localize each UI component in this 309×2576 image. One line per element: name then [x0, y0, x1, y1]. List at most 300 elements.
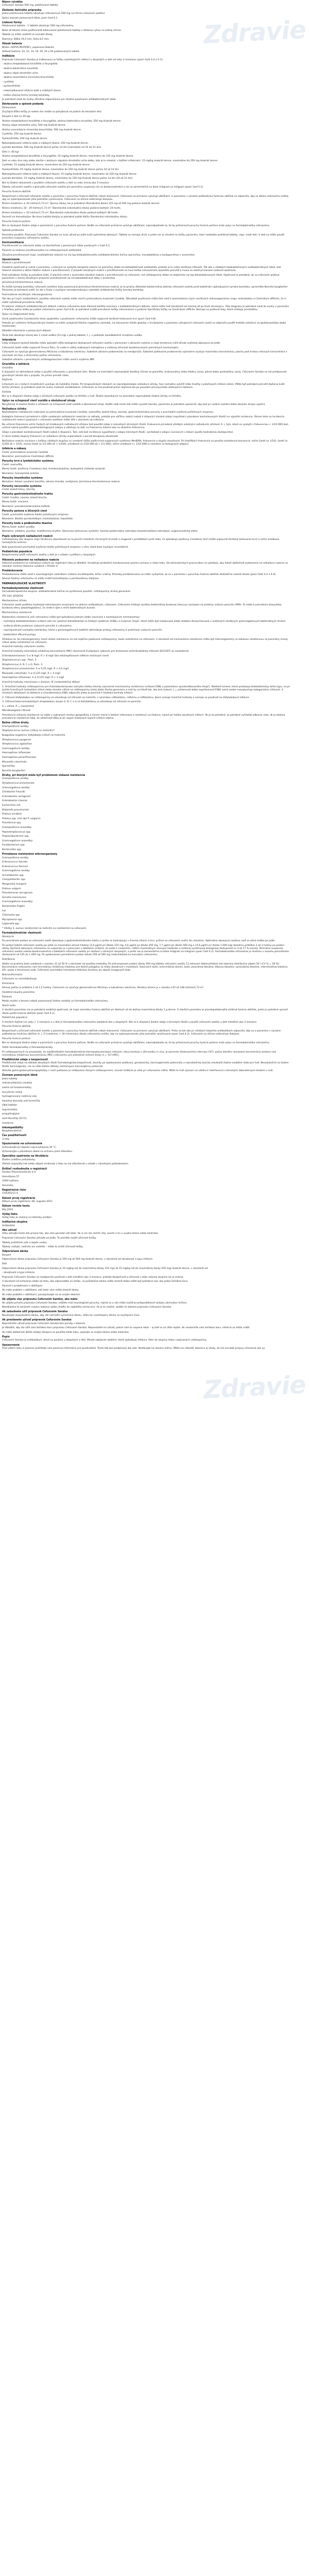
section-paragraph: Pred užitím lieku si pozorne prečítajte celú písomnú informáciu pre používateľa. Tento liek bol predpísaný iba vám. Nedávajte ho nikomu inému. Môže mu uškodiť, dokonca aj vtedy, ak má rovnaké prejavy ochorenia ako vy. — [2, 1347, 265, 1350]
section-paragraph: Mechanizmus rezistencie — [2, 611, 32, 614]
section-paragraph: Odporúčaná dávka prípravku Cefuroxim Sandoz je 10 mg/kg (až do maximálnej dávky 125 mg) až 15 mg/kg (až do maximálnej dávky 250 mg) dvakrát denne, v závislosti od: — [2, 1267, 209, 1270]
section-paragraph: Vznik pozitívneho Coombsovho testu spojeného s používaním cefuroxímu môže ovplyvniť skrížené testovanie krvi (pozri časť 4.8). — [2, 317, 157, 320]
section-paragraph: hydrogenovaný rastlinný olej — [2, 1095, 37, 1098]
section-paragraph: Pacienti na hemodialýze: Na konci každej dialýzy je potrebné podať ďalšiu štandardnú individuálnu dávku. — [2, 216, 128, 219]
section-paragraph: Dávkovanie — [2, 106, 16, 109]
section-paragraph: Po perorálnom podaní sa cefuroxím axetil absorbuje z gastrointestinálneho traktu a rýchlo sa hydrolyzuje v črevnej sliznici a krvi, pričom sa cefuroxím uvoľní do cirkulácie. Optimálna absorpcia nastáva, keď sa užíva krátko po jedle. — [2, 940, 276, 943]
section-paragraph: Biele až takmer biele podlhovasté bikonvexné potahované tablety s deliacou ryhou na jednej strane. — [2, 29, 122, 32]
section-heading: Poruchy krvi a lymfatického systému — [2, 460, 54, 463]
section-paragraph: Chlamydia spp. — [2, 914, 21, 917]
section-paragraph: Providencia spp. — [2, 822, 22, 825]
section-paragraph: Lymská borelióza: 500 mg dvakrát denne počas 14 dní (rozmedzie od 10 do 21 dní). — [2, 146, 102, 149]
section-paragraph: Medzi mužmi a ženami neboli pozorované žiadne rozdiely vo farmakokinetike cefuroxímu. — [2, 1000, 109, 1003]
document-section — [2, 570, 290, 581]
section-paragraph: Moraxella catarrhalis — [2, 760, 27, 764]
section-paragraph: Pyelonefritída: 15 mg/kg dvakrát denne, maximálne do 250 mg dvakrát denne počas 10 až 14 dní. — [2, 168, 119, 172]
section-paragraph: Tak ako pri iných antibiotikách, použitie cefuroxím axetilu môže viesť k premnoženiu kvasiniek Candida. Dlhodobé používanie môže tiež viesť k premnoženiu iných necitlivých mikroorganizmov (napr. enterokokov a Clostridium difficile), čo si môže vyžadovať prerušenie liečby. — [2, 298, 287, 304]
section-paragraph: Prípravok Cefuroxim Sandoz užívajte po jedle. To pomôže zvýšiť účinnosť liečby. — [2, 1236, 97, 1240]
section-paragraph: Dôležité informácie o pomocných látkach — [2, 329, 52, 332]
section-paragraph: U starších dojčiat (vo veku > 3 mesiace) a u detí je farmakokinetika cefuroxímu podobná ako u dospelých. Nie sú k dispozícii žiadne údaje z klinických štúdií o použití cefuroxím axetilu u detí mladších ako 3 mesiace. — [2, 1021, 258, 1024]
section-heading: Poruchy kože a podkožného tkaniva — [2, 522, 53, 526]
section-paragraph: Tablety prehltnite celé a zapite vodou. — [2, 1241, 47, 1244]
section-paragraph: Neznáme: premnoženie Clostridium difficile — [2, 455, 54, 459]
section-paragraph: Ak máte problém s obličkami, váš lekár vám môže zmeniť dávku. — [2, 1289, 80, 1292]
section-paragraph: Gramnegatívne anaeróby: — [2, 901, 33, 904]
section-heading: Špeciálne opatrenia na likvidáciu — [2, 1155, 48, 1158]
section-paragraph: Úplný zoznam pomocných látok, pozri časť 6.1. — [2, 16, 58, 20]
section-paragraph: oxid titaničitý (E171) — [2, 1117, 27, 1121]
section-paragraph: Pri cefalosporínoch sa preukázalo, že najdôležitejším farmakokineticko-farmakodynamickým indexom, ktorý koreluje s účinnosťou in vivo, je percento dávkovacieho intervalu (%T), počas ktorého neviazaná koncentrácia zostáva nad minimálnou inhibičnou koncentráciou (MIC) cefuroxímu pre jednotlivé cieľové druhy (t. j. %T>MIC). — [2, 1050, 277, 1057]
section-paragraph: Osobitná opatrnosť je nutná u pacientov, u ktorých sa vyskytla alergická reakcia na penicilíny alebo iné betalaktámové antibiotiká, pretože je tu riziko skríženej citlivosti. Tak ako u všetkých betalaktámových antibakteriálnych látok, boli hlásené závažné a občas fatálne reakcie z precitlivenosti. V prípade závažných reakcií z precitlivenosti sa musí liečba cefuroxímom okamžite prerušiť a musia sa začať primerané núdzové opatrenia. — [2, 266, 282, 272]
document-section — [2, 551, 290, 557]
section-paragraph: Lymská borelióza: 15 mg/kg dvakrát denne, maximálne do 250 mg dvakrát denne počas 14 dní (10 až 21 dní). — [2, 177, 133, 180]
section-paragraph: Hraničné hodnoty cefuroxím axetilu — [2, 646, 45, 649]
document-section — [2, 1, 290, 8]
section-paragraph: Akútna streptokoková tonzilitída a faryngitída, akútna bakteriálna sinusitída: 250 mg dvakrát denne. — [2, 120, 122, 123]
section-paragraph: Streptococcus pneumoniae — [2, 782, 35, 785]
section-paragraph: Streptococcus A, B, C a G: Pozn. 3 — [2, 663, 43, 666]
section-paragraph: Starší ľudia — [2, 1004, 16, 1007]
section-paragraph: Akútna exacerbácia chronickej bronchitídy: 500 mg dvakrát denne. — [2, 128, 82, 131]
section-paragraph: Je potrebné vziať do úvahy oficiálne odporúčania pre vhodné používanie antibakteriálnych látok. — [2, 98, 117, 101]
section-paragraph: Citrobacter freundii — [2, 791, 25, 794]
section-paragraph: Cefalosporíny ako skupina majú tendenciu absorbovať sa na povrch membrán červených krviniek a reagovať s protilátkami proti lieku, čo spôsobuje pozitívny Coombsov test (môže ovplyvniť skrížené testovanie krvi) a veľmi zriedkavo hemolytickú anémiu. — [2, 538, 280, 545]
document-section — [2, 103, 290, 240]
section-paragraph: Klebsiella pneumoniae — [2, 808, 29, 811]
section-paragraph: Borrelia burgdorferi — [2, 769, 25, 772]
section-heading: Ako užívať — [2, 1229, 17, 1232]
document-section — [2, 587, 290, 720]
section-heading: Indikácie — [2, 55, 15, 58]
document-section — [2, 1059, 290, 1073]
document-section — [2, 722, 290, 773]
section-paragraph: - znížená afinita proteínov viažucich penicilín k cefuroxímu — [2, 624, 72, 628]
document-section — [2, 1155, 290, 1166]
section-paragraph: Enterobacteriaceae: S ≤ 8 mg/l, R > 8 mg/l (iba nekomplikované infekcie močových ciest) — [2, 654, 109, 657]
section-heading: Upozornenia — [2, 258, 20, 261]
section-paragraph: Obal tablety: — [2, 1104, 18, 1107]
section-heading: Poruchy nervového systému — [2, 485, 42, 488]
section-paragraph: Pri takmer všetkých antibakteriálnych látkach vrátane cefuroxímu bola hlásená kolitída súvisiaca s antibakteriálnymi látkami, ktorá môže mať závažnosť od miernej až po život ohrozujúcu. Túto diagnózu je potrebné vziať do úvahy u pacientov s hnačkou počas alebo po podaní cefuroxímu (pozri časť 4.8). Je potrebné zvážiť prerušenie liečby cefuroxímom a podanie špecifickej liečby na Clostridium difficile. Nemajú sa podávať lieky, ktoré inhibujú peristaltiku. — [2, 306, 290, 312]
document-section — [2, 242, 290, 257]
section-paragraph: Cystitída: 15 mg/kg dvakrát denne, maximálne do 250 mg dvakrát denne. — [2, 164, 91, 167]
section-paragraph: Časté: bolesť hlavy, závraty — [2, 488, 36, 492]
document-section — [2, 493, 290, 509]
section-paragraph: 1000 Ľubľana — [2, 1180, 19, 1183]
section-heading: Liekové formy — [2, 21, 22, 24]
section-paragraph: Cefuroxím axetil môže ovplyvniť črevnú flóru, čo vedie k nižšej reabsorpcii estrogénov a zníženej účinnosti kombinovaných perorálnych kontraceptív. — [2, 346, 179, 349]
document-section — [2, 1127, 290, 1133]
section-paragraph: Klírens kreatinínu 10 - 29 ml/min/1,73 m²: Štandardná individuálna dávka podaná každých 24 hodín. — [2, 207, 122, 210]
section-heading: Upozornenie — [2, 1344, 20, 1347]
document-section — [2, 460, 290, 476]
section-paragraph: Cefuroxím sa nemetabolizuje. — [2, 978, 38, 981]
document-section — [2, 1298, 290, 1309]
section-paragraph: Enterobacter aerogenes — [2, 795, 31, 798]
watermark: Zdravie — [203, 1370, 307, 1405]
section-paragraph: Hraničné hodnoty minimálnej inhibičnej koncentrácie (MIC) stanovené Európskym výborom pre testovanie antimikrobiálnej citlivosti (EUCAST) sú nasledovné: — [2, 650, 190, 653]
section-paragraph: Grampozitívne aeróby: — [2, 725, 29, 728]
section-paragraph: Máj 2016 — [2, 1208, 13, 1211]
section-paragraph: Pacienti s problémami s obličkami — [2, 1284, 43, 1287]
section-paragraph: Deti vo veku dva roky alebo staršie s akútnym zápalom stredného ucha alebo, kde je to vhodné, s ťažšími infekciami: 15 mg/kg dvakrát denne, maximálne do 250 mg dvakrát denne. — [2, 159, 218, 162]
section-paragraph: Väzba na proteíny bola uvádzaná v rozsahu 33 až 50 % v závislosti od použitej metodiky. Po jednorazovom podaní dávky 500 mg tablety cefuroxím axetilu 12 zdravým dobrovoľníkom bol zdanlivý distribučný objem 50 l (CV % = 28 %). Koncentrácie cefuroxímu nad minimálnou inhibičnou hladinou pre bežné patogény sa môžu dosiahnuť v mandliach, tkanivách dutín, bronchiálnej sliznici, kosti, pleurálnej tekutine, kĺbovej tekutine, synoviálnej tekutine, intersticiálnej tekutine, žlči, spúte a komorovej vode. Cefuroxím prechádza hematoencefalickou bariérou pri zápale mozgových blán. — [2, 962, 289, 972]
section-paragraph: Predklinické údaje na základe obvyklých štúdií farmakologickej bezpečnosti, toxicity po opakovanom podávaní, genotoxicity, karcinogénneho potenciálu a reprodukčnej toxicity neodhalili žiadne osobitné riziko pre ľudí. Neuskutočnili sa žiadne štúdie karcinogenity; nie sú však žiadne dôkazy naznačujúce karcinogénny potenciál. — [2, 1062, 289, 1068]
section-paragraph: Sandoz Pharmaceuticals d.d. — [2, 1171, 37, 1174]
section-paragraph: Streptococcus pyogenes — [2, 738, 31, 741]
document-section — [2, 1205, 290, 1212]
section-heading: Pediatrická populácia — [2, 550, 32, 553]
section-paragraph: Po podaní tabliet cefuroxím axetilu po jedle sa maximálne sérové hladiny (2,9 μg/ml pri dávke 125 mg, 4,4 μg/ml pri dávke 250 mg, 7,7 μg/ml pri dávke 500 mg a 13,6 μg/ml pri dávke 1 000 mg) dosiahnu približne 2 až 3 hodiny po podaní dávky. Rýchlosť absorpcie cefuroxímu zo suspenzie je v porovnaní s tabletami znížená, čo vedie k neskorším, nižším maximálnym sérovým hladinám a zníženej systémovej biologickej dostupnosti (o 4 až 17 % menej). Perorálna suspenzia cefuroxím axetilu nebola bioekvivalentná s tabletami cefuroxím axetilu pri skúšaní u zdravých dospelých, a preto nie je zameniteľná na báze miligram za miligram (pozri časť 4.2). Farmakokinetika cefuroxímu je lineárna v rozsahu perorálneho dávkovania od 125 do 1 000 mg. Po opakovanom perorálnom podaní dávok 250 až 500 mg nedochádzalo ku kumulácii cefuroxímu. — [2, 944, 290, 957]
section-paragraph: Nie sú dostupné žiadne údaje o pacientoch s poruchou funkcie pečene. Keďže sa cefuroxím primárne vylučuje obličkami, nepredpokladá sa, že by prítomnosť poruchy funkcie pečene mala vplyv na farmakokinetiku cefuroxímu. — [2, 225, 270, 228]
section-heading: Bežne citlivé druhy — [2, 722, 29, 725]
section-heading: Odporúčaná dávka — [2, 1250, 28, 1253]
section-paragraph: propylénglykol — [2, 1113, 20, 1116]
section-paragraph: Závažná precitlivenosť (napr. anafylaktická reakcia) na iný typ betalaktámového antibakteriálneho liečiva (penicilíny, monobaktámy a karbapenémy) v anamnéze. — [2, 253, 195, 257]
document-section — [2, 9, 290, 20]
section-paragraph: Bacteroides fragilis — [2, 905, 25, 908]
document-section — [2, 1134, 290, 1141]
document-section — [2, 1213, 290, 1220]
section-paragraph: - cystitída — [2, 80, 14, 83]
section-paragraph: Nie sú žiadne skúsenosti s použitím cefuroxím axetilu u detí vo veku menej ako 3 mesiace. — [2, 181, 110, 184]
section-paragraph: Pohlavie — [2, 995, 12, 998]
section-paragraph: Fertilita — [2, 391, 11, 394]
section-heading: Kontraindikácie — [2, 242, 24, 244]
section-heading: Popis vybraných nežiaducich reakcií — [2, 535, 53, 538]
section-paragraph: 3. Citlivosť beta-hemolytických streptokokov skupín A, B, C a G na betalaktámy sa odvodzuje od citlivosti na penicilín. — [2, 701, 142, 704]
section-paragraph: Pseudomonas aeruginosa — [2, 892, 32, 895]
section-paragraph: hypromelóza — [2, 1108, 18, 1111]
section-paragraph: Dospelí — [2, 1253, 11, 1257]
document-section — [2, 1221, 290, 1228]
section-paragraph: Verovškova 57 — [2, 1175, 20, 1178]
section-paragraph: Mikrobiologická citlivosť — [2, 709, 31, 713]
section-paragraph: K dispozícii sú obmedzené údaje o použití cefuroxímu u gravidných žien. Štúdie na zvieratách nepreukázali škodlivý účinok na graviditu, embryonálny alebo fetálny vývoj, pôrod alebo postnatálny vývoj. Cefuroxim Sandoz sa má predpisovať gravidným ženám iba v prípade, že prínos preváži riziko. — [2, 371, 287, 377]
section-paragraph: V závislosti od ochorenia alebo od toho, ako odpovedáte na liečbu, sa počiatočná dávka môže zmeniť alebo môže byť potrebná viac ako jedna liečebná kúra. — [2, 1280, 188, 1283]
document-section — [2, 259, 290, 337]
section-paragraph: Cystitída: 250 mg dvakrát denne. — [2, 133, 42, 136]
section-paragraph: Legionella spp. — [2, 923, 20, 926]
section-paragraph: Cefuroxím axetil podlieha hydrolýze esterázovými enzýmami na aktívne antibiotikum, cefuroxím. Cefuroxím inhibuje syntézu bakteriálnej bunkovej steny po naviazaní na proteíny viažuce penicilín (PBP). To vedie k prerušeniu biosyntézy bunkovej steny (peptidoglykánu), čo vedie k lýze a smrti bakteriálnych buniek. — [2, 604, 283, 610]
section-paragraph: Grampozitívne anaeróby: — [2, 826, 32, 829]
section-paragraph: Neznáme: urtikária, pruritus, multiformný erytém, Stevensov-Johnsonov syndróm, toxická epidermálna nekrolýza (exantematózna nekrolýza), angioneurotický edém — [2, 530, 198, 533]
section-paragraph: Absorpcia — [2, 935, 14, 938]
section-paragraph: Tablety nežujte, nedrvte ani nedeľte – môže to znížiť účinnosť liečby. — [2, 1246, 83, 1249]
document-section — [2, 1311, 290, 1317]
section-paragraph: Akútny zápal stredného ucha: 500 mg dvakrát denne. — [2, 124, 66, 127]
section-paragraph: Iné: — [2, 909, 7, 912]
section-paragraph: Nežiaduce reakcie súvisiace s liečbou všetkých stupňov sú uvedené nižšie podľa tried orgánových systémov MedDRA, frekvencie a stupňa závažnosti. Pri klasifikácii frekvencie sa použila nasledovná konvencia: veľmi časté (≥ 1/10), časté (≥ 1/100 až < 1/10), menej časté (≥ 1/1 000 až < 1/100), zriedkavé (≥ 1/10 000 až < 1/1 000), veľmi zriedkavé (< 1/10 000) a neznáme (z dostupných údajov). — [2, 439, 288, 446]
section-paragraph: Escherichia coli — [2, 804, 21, 807]
document-section — [2, 477, 290, 484]
section-paragraph: Antibiotiká — [2, 1224, 15, 1227]
section-paragraph: Po liečbe lymskej boreliózy cefuroxím axetilom bola pozorovaná Jarischova-Herxheimerova reakcia. Je to priamy dôsledok baktericídnej aktivity cefuroxím axetilu proti baktériám spôsobujúcim lymskú boreliózu, spirochéte Borrelia burgdorferi. Pacientov je potrebné uistiť, že ide o častý a zvyčajne samoobmedzujúci následok antibiotickej liečby lymskej boreliózy. — [2, 285, 289, 292]
document-section — [2, 1250, 290, 1297]
section-paragraph: Streptococcus agalactiae — [2, 743, 32, 746]
section-paragraph: Porucha funkcie pečene — [2, 220, 30, 223]
section-heading: Zoznam pomocných látok — [2, 1074, 38, 1077]
section-paragraph: Mycoplasma spp. — [2, 918, 23, 921]
section-paragraph: Staphylococcus spp.: Pozn. 2 — [2, 659, 37, 662]
document-section — [2, 510, 290, 521]
section-paragraph: - nekomplikované infekcie kože a mäkkých tkanív — [2, 89, 61, 92]
section-paragraph: laurylsíran sodný — [2, 1091, 23, 1094]
section-paragraph: - liečba včasnej formy lymskej boreliózy. — [2, 94, 50, 97]
section-paragraph: Bezpečnosť a účinnosť cefuroxím axetilu u pacientov s poruchou funkcie obličiek neboli stanovené. Cefuroxím sa primárne vylučuje obličkami. Preto sa tak ako pri všetkých takýchto antibiotikách odporúča, aby sa u pacientov s výrazne poškodenou funkciou obličiek (t. j. Cl kreatinínu < 30 ml/minútu) dávka cefuroxímu znížila, aby sa vykompenzovalo jeho pomalšie vylučovanie (pozri časť 4.2). Cefuroxím sa účinne odstraňuje dialýzou. — [2, 1029, 282, 1036]
section-heading: Poruchy imunitného systému — [2, 477, 43, 480]
section-paragraph: Fusobacterium spp. — [2, 844, 26, 847]
section-paragraph: Gramnegatívne anaeróby: — [2, 839, 33, 842]
section-paragraph: Neprestaňte užívať prípravok Cefuroxim Sandoz bez porady s lekárom. — [2, 1322, 86, 1325]
section-heading: Inkompatibility — [2, 1126, 23, 1129]
section-heading: Popis — [2, 1335, 10, 1338]
section-paragraph: Enterococcus faecium — [2, 865, 28, 868]
section-heading: Zloženie liečivého prípravku — [2, 9, 42, 12]
section-paragraph: Deti (< 40 kg) — [2, 150, 19, 154]
section-paragraph: Enterobacter cloacae — [2, 800, 27, 803]
document-section — [2, 853, 290, 930]
section-paragraph: 1. Hraničné hodnoty cefalosporínov pre Enterobacteriaceae zachytia všetky klinicky významné mechanizmy rezistencie (vrátane ESBL a plazmidovo sprostredkovaného AmpC). Niektoré kmene, ktoré produkujú betalaktamázy tohto typu, sú pri týchto hraničných hodnotách citlivé alebo stredne citlivé na cefalosporíny tretej alebo štvrtej generácie a mali by sa hlásiť tak, ako boli zistené, t. j. prítomnosť alebo neprítomnosť ESBL sama osebe neovplyvňuje kategorizáciu citlivosti. V mnohých oblastiach sa detekcia a charakterizácia ESBL odporúča alebo je povinná z hľadiska kontroly infekcií. — [2, 685, 291, 695]
section-heading: Hlásenie podozrení na nežiaduce reakcie — [2, 558, 59, 562]
section-paragraph: Pretože pri vyšetrení ferikyanidovým testom sa môže vyskytnúť falošne negatívny výsledok, na stanovenie hladín glukózy v krvi/plazme u pacientov užívajúcich cefuroxím axetil sa odporúča použiť metódu založenú na glukózooxidáze alebo hexokináze. — [2, 322, 287, 328]
section-paragraph: Acinetobacter spp. — [2, 874, 25, 877]
section-paragraph: Jedna potahovaná tableta obsahuje cefuroximum 500 mg (vo forme cefuroxím axetilu). — [2, 12, 106, 15]
document-section — [2, 583, 290, 586]
section-paragraph: Všetok nepoužitý liek alebo odpad vzniknutý z lieku sa má zlikvidovať v súlade s národnými požiadavkami. — [2, 1163, 129, 1166]
section-paragraph: - pyelonefritída — [2, 85, 20, 88]
document-section — [2, 1344, 290, 1351]
section-paragraph: 3 roky — [2, 1138, 10, 1141]
document-section — [2, 1229, 290, 1249]
section-paragraph: Na určenie frekvencie veľmi častých až zriedkavých nežiaducich účinkov boli použité údaje z rozsiahlych klinických štúdií. Frekvencie priradené všetkým ostatným nežiaducim účinkom (t. j. tým, ktoré sa vyskytli s frekvenciou < 1/10 000) boli určené najmä použitím postmarketingových údajov a vzťahujú sa skôr na frekvenciu hlásení ako na skutočnú frekvenciu. — [2, 423, 289, 429]
section-paragraph: Zvyčajná dĺžka liečby je sedem dní (môže sa pohybovať od piatich do desiatich dní). — [2, 111, 102, 114]
section-paragraph: Staphylococcus aureus (citlivý na meticilín)* — [2, 730, 55, 733]
section-paragraph: Ak užijete priveľa prípravku Cefuroxim Sandoz, môžete mať neurologické poruchy, najmä sa u vás môže zvýšiť pravdepodobnosť výskytu záchvatov (kŕčov). — [2, 1301, 187, 1304]
section-paragraph: mastenec — [2, 1122, 14, 1125]
section-paragraph: Morganella morganii — [2, 883, 27, 886]
section-paragraph: - hydrolýza betalaktamázami vrátane (ale nie výlučne) betalaktamáz so širokým spektrom (ESBL) a enzýmov AmpC, ktoré môžu byť indukované alebo stabilne dereprimované u niektorých aeróbnych gramnegatívnych bakteriálnych druhov — [2, 620, 286, 623]
document-section — [2, 1074, 290, 1125]
section-paragraph: Cefuroxim Sandoz 500 mg, potahované tablety — [2, 4, 58, 7]
section-heading: Farmakodynamické vlastnosti — [2, 587, 44, 590]
section-heading: Infekcie a nákazy — [2, 448, 27, 451]
section-paragraph: Slovinsko — [2, 1184, 13, 1187]
document-section — [2, 932, 290, 1057]
section-paragraph: Cefuroxím sa v malých množstvách vylučuje do ľudského mlieka. Pri terapeutických dávkach sa nepredpokladajú nežiaduce účinky, hoci nemožno vylúčiť riziko hnačky a plesňových infekcií slizníc. Môže byť potrebné prerušiť dojčenie kvôli týmto účinkom. Je potrebné vziať do úvahy možnosť senzibilizácie. Cefuroxím sa má používať počas dojčenia iba po posúdení prínosu/rizika ošetrujúcim lekárom. — [2, 383, 285, 389]
section-paragraph: Súbežné užívanie s perorálnymi antikoagulanciami môže viesť k zvýšeniu INR. — [2, 359, 95, 362]
section-paragraph: Jarischova-Herxheimerova reakcia — [2, 281, 43, 284]
section-paragraph: Proteus spp. (iné ako P. vulgaris) — [2, 817, 41, 820]
section-paragraph: Enterococcus faecalis — [2, 861, 28, 864]
section-paragraph: - akútna bakteriálna sinusitída — [2, 67, 38, 70]
section-paragraph: Je dôležité, aby ste užili celú liečebnú kúru prípravku Cefuroxim Sandoz. Neprestaňte ho užívať, pokiaľ vám to nepovie lekár – aj keď sa už cítite lepšie. Ak neukončíte celú liečebnú kúru, infekcia sa môže vrátiť. — [2, 1327, 250, 1330]
section-heading: Predklinické údaje o bezpečnosti — [2, 1058, 48, 1061]
document-section — [2, 522, 290, 533]
section-paragraph: Bezpečnostný profil cefuroxím axetilu u detí je v súlade s profilom u dospelých. — [2, 554, 96, 557]
section-paragraph: Nekomplikované infekcie kože a mäkkých tkanív: 15 mg/kg dvakrát denne, maximálne do 250 mg dvakrát denne. — [2, 173, 138, 176]
section-paragraph: Menej časté: kožné vyrážky — [2, 526, 35, 529]
section-paragraph: Časté: hnačka, nauzea, bolesť brucha — [2, 496, 47, 499]
section-heading: Indikačná skupina — [2, 1221, 28, 1224]
section-paragraph: Očakáva sa, že mikroorganizmy, ktoré získali rezistenciu na iné injekčne podávané cefalosporíny, budú rezistentné na cefuroxím. V závislosti od mechanizmu rezistencie môžu byť mikroorganizmy so získanou rezistenciou na penicilíny menej citlivé alebo rezistentné na cefuroxím. — [2, 638, 289, 644]
section-heading: Obsah balenia — [2, 43, 22, 46]
section-paragraph: Proteus mirabilis — [2, 813, 22, 816]
section-paragraph: Grampozitívne aeróby: — [2, 777, 29, 781]
section-heading: Ak prestanete užívať prípravok Cefuroxim Sandoz — [2, 1319, 72, 1322]
section-paragraph: Vplyv na diagnostické testy — [2, 313, 35, 316]
document-section — [2, 485, 290, 492]
section-paragraph: Pacienti so známou precitlivenosťou na cefalosporínové antibiotiká. — [2, 249, 82, 252]
document-section — [2, 559, 290, 569]
document-section — [2, 43, 290, 54]
section-heading: Dávkovanie a spôsob podania — [2, 103, 44, 106]
section-paragraph: Campylobacter spp. — [2, 878, 26, 882]
section-paragraph: Proteus vulgaris — [2, 887, 21, 890]
document-section — [2, 1336, 290, 1343]
section-paragraph: Pyelonefritída: 250 mg dvakrát denne. — [2, 137, 48, 140]
section-paragraph: Akútna streptokoková tonzilitída a faryngitída: 10 mg/kg dvakrát denne, maximálne do 125 mg dvakrát denne. — [2, 155, 134, 158]
section-paragraph: Haemophilus influenzae: S ≤ 0,125 mg/l, R > 1 mg/l — [2, 676, 64, 680]
section-paragraph: 15/0355/11-S — [2, 1192, 19, 1195]
section-paragraph: Prevalencia získanej rezistencie sa môže u vybraných druhov geograficky a časom meniť a lokálne informácie o rezistencii sú žiaduce, najmä pri liečbe závažných infekcií. Ak je to potrebné, je potrebné vyhľadať odbornú radu, ak je lokálna prevalencia rezistencie taká, že užitočnosť látky je pri aspoň niektorých typoch infekcií otázna. — [2, 714, 286, 720]
document-section — [2, 448, 290, 459]
section-paragraph: Tableta sa môže rozdeliť na rovnaké dávky. — [2, 33, 53, 37]
section-paragraph: Lieky znižujúce kyslosť žalúdka môžu spôsobiť nižšiu biologickú dostupnosť cefuroxím axetilu v porovnaní s užívaním nalačno a majú tendenciu rušiť účinok zvýšenej absorpcie po jedle. — [2, 342, 221, 345]
document-section — [2, 1319, 290, 1334]
section-paragraph: Klírens kreatinínu ≥ 30 ml/min/1,73 m²: Úprava dávky nie je potrebná (štandardná dávka 125 mg až 500 mg podaná dvakrát denne). — [2, 202, 160, 206]
section-paragraph: Vždy užívajte tento liek presne tak, ako vám povedal váš lekár. Ak si nie ste niečím istý, overte si to u svojho lekára alebo lekárnika. — [2, 1232, 159, 1235]
section-paragraph: Pediatrická populácia — [2, 1016, 28, 1020]
section-paragraph: Údaje z placebom kontrolovaných štúdií neboli k dispozícii. Tam, kde boli incidencie vypočítané z údajov klinických štúdií, vychádzali z údajov súvisiacich s liekom (podľa hodnotenia skúšajúceho). — [2, 431, 234, 434]
section-paragraph: Peptostreptococcus spp. — [2, 831, 31, 834]
section-paragraph: Perorálne použitie. Prípravok Cefuroxim Sandoz sa musí užívať po jedle kvôli optimálnej absorpcii. Tablety sa nemajú drviť, a preto nie sú vhodné na liečbu pacientov, ktorí nedokážu prehltnúť tablety, napr. malé deti. U detí sa môže použiť perorálna suspenzia cefuroxímu axetilu. — [2, 233, 285, 240]
section-paragraph: 2. Citlivosť stafylokokov na cefalosporíny sa odvodzuje od citlivosti na meticilín, s výnimkou ceftazidímu, cefixímu a ceftibuténu, ktoré nemajú hraničné hodnoty a nemajú sa používať na stafylokokové infekcie. — [2, 696, 250, 699]
document-section — [2, 1168, 290, 1188]
section-heading: Druhy, pri ktorých môže byť problémom získaná rezistencia — [2, 774, 85, 777]
section-heading: Čas použiteľnosti — [2, 1134, 27, 1138]
section-paragraph: Deti — [2, 1262, 7, 1265]
watermark: Zdravie — [203, 15, 307, 50]
section-heading: Upozornenie na uchovávanie — [2, 1143, 43, 1146]
section-paragraph: Neznáme: pseudomembranózna kolitída — [2, 505, 50, 508]
section-paragraph: Pred začiatkom liečby je potrebné zistiť, či pacient nemá v anamnéze závažné reakcie z precitlivenosti na cefuroxím, iné cefalosporíny alebo na akýkoľvek iný typ betalaktámových látok. Opatrnosť je potrebná, ak sa cefuroxím podáva pacientom s menej závažnými prejavmi precitlivenosti na iné betalaktámové látky v anamnéze. — [2, 274, 280, 280]
section-paragraph: Uchovávajte v pôvodnom obale na ochranu pred vlhkosťou. — [2, 1150, 73, 1154]
section-heading: Farmakokinetické vlastnosti — [2, 932, 42, 935]
section-paragraph: Prípravok Cefuroxim Sandoz je indikovaný na liečbu nasledujúcich infekcií u dospelých a detí od veku 3 mesiacov (pozri časti 4.4 a 5.1): — [2, 58, 163, 61]
section-paragraph: Bakteriálna rezistencia voči cefuroxímu môže byť spôsobená jedným alebo viacerými z nasledujúcich mechanizmov: — [2, 616, 141, 619]
section-paragraph: Žiadne zvláštne požiadavky. — [2, 1158, 36, 1161]
section-heading: Predávkovanie — [2, 570, 23, 573]
section-paragraph: Neznáme: žltačka (predovšetkým cholestatická), hepatitída — [2, 518, 73, 521]
document-section — [2, 339, 290, 362]
section-paragraph: Porucha funkcie obličiek — [2, 191, 31, 194]
section-paragraph: Propionibacterium spp. — [2, 835, 30, 838]
section-paragraph: Klírens kreatinínu < 10 ml/min/1,73 m²: Štandardná individuálna dávka podaná každých 48 hodín. — [2, 211, 119, 214]
section-heading: Vplyv na schopnosť viesť vozidlá a obsluhovať stroje — [2, 400, 76, 403]
section-heading: Poruchy gastrointestinálneho traktu — [2, 493, 53, 496]
section-paragraph: Haemophilus influenzae — [2, 752, 31, 755]
section-paragraph: Bezpečnosť a účinnosť cefuroxím axetilu u pacientov s poruchou funkcie obličiek neboli stanovené. Cefuroxím sa primárne vylučuje obličkami. U pacientov s výrazne poškodenou funkciou obličiek sa odporúča, aby sa dávka cefuroxímu znížila, aby sa vykompenzovalo jeho pomalšie vylučovanie. Cefuroxím sa účinne odstraňuje dialýzou. — [2, 195, 290, 201]
section-paragraph: Hraničné hodnoty nesúvisiace s druhom: IE (nedostatočný dôkaz) — [2, 681, 80, 684]
section-paragraph: Precitlivenosť na cefuroxím alebo na ktorúkoľvek z pomocných látok uvedených v časti 6.1. — [2, 245, 111, 248]
section-paragraph: Dospelí a deti (≥ 40 kg) — [2, 115, 30, 118]
section-heading: Registračné číslo — [2, 1189, 26, 1192]
section-paragraph: Neužívajte dvojnásobnú dávku, aby ste nahradili vynechanú dávku. Užite len nasledujúcu dávku vo zvyčajnom čase. — [2, 1314, 141, 1317]
section-heading: Výdaj lieku — [2, 1213, 18, 1216]
section-paragraph: Moraxella catarrhalis: S ≤ 0,125 mg/l, R > 4 mg/l — [2, 672, 60, 675]
section-paragraph: Eliminácia — [2, 982, 14, 985]
section-paragraph: Bolo pozorované prechodné zvýšenie hladín pečeňových enzýmov v sére, ktoré bolo zvyčajne reverzibilné. — [2, 546, 129, 549]
section-paragraph: Nie sú dostupné žiadne údaje o pacientoch s poruchou funkcie pečene. Keďže sa cefuroxím primárne vylučuje obličkami, nepredpokladá sa, že by prítomnosť poruchy funkcie pečene mala vplyv na farmakokinetiku cefuroxímu. — [2, 1042, 270, 1045]
document-section — [2, 400, 290, 406]
section-paragraph: - akútna streptokoková tonzilitída a faryngitída — [2, 63, 58, 66]
section-paragraph: Ak máte akékoľvek ďalšie otázky týkajúce sa použitia tohto lieku, opýtajte sa svojho lekára alebo lekárnika. — [2, 1331, 130, 1334]
section-paragraph: Časté: prechodné zvýšenie hladín pečeňových enzýmov — [2, 513, 69, 516]
section-paragraph: Potahovaná tableta - 1 tableta obsahuje 500 mg cefuroxímu. — [2, 25, 74, 28]
section-paragraph: - akútna exacerbácia chronickej bronchitídy — [2, 76, 54, 79]
document-section — [2, 55, 290, 101]
document-body — [2, 1, 290, 1352]
section-heading: Nežiaduce účinky — [2, 408, 27, 411]
section-paragraph: Kategórie frekvencií priradené k nižšie uvedeným nežiaducim reakciám sú odhady, pretože pre väčšinu reakcií neboli k dispozícii vhodné údaje (napríklad z placebom kontrolovaných štúdií) na výpočet incidencie. Okrem toho sa incidencia nežiaducich reakcií spojených s cefuroxím axetilom môže líšiť v závislosti od indikácie. — [2, 415, 285, 422]
section-paragraph: koloidný bezvodý oxid kremičitý — [2, 1099, 40, 1103]
section-paragraph: Veľkosť balenia: 10, 12, 14, 16, 20, 24 a 50 potahovaných tabliet. — [2, 50, 80, 54]
section-paragraph: Premnoženie necitlivých mikroorganizmov — [2, 293, 53, 296]
section-paragraph: S = citlivé, R = rezistentné — [2, 705, 35, 708]
section-heading: Ak užijete viac prípravku Cefuroxim Sandoz, ako máte — [2, 1298, 78, 1301]
section-paragraph: Časté: eozinofília — [2, 463, 23, 466]
section-paragraph: V rámci každej skupiny frekvencií sú nežiaduce účinky usporiadané v poradí klesajúcej závažnosti. — [2, 435, 119, 438]
section-paragraph: Nevykonali sa žiadne štúdie o účinkoch na schopnosť viesť vozidlá a obsluhovať stroje. Keďže však tento liek môže vyvolať závraty, pacientov je potrebné upozorniť, aby boli pri vedení vozidiel alebo obsluhe strojov opatrní. — [2, 403, 266, 406]
section-paragraph: Streptococcus pneumoniae: S ≤ 0,25 mg/l, R > 0,5 mg/l — [2, 668, 69, 671]
section-paragraph: Neznáme: liekom vyvolaná horúčka, sérová choroba, anafylaxia, Jarischova-Herxheimerova reakcia — [2, 480, 120, 483]
section-paragraph: Tento liek obsahuje menej ako 1 mmol sodíka (23 mg) v jednej tablete, t. j. v podstate zanedbateľné množstvo sodíka. — [2, 334, 143, 337]
document-section — [2, 363, 290, 398]
section-paragraph: Menej časté: vracanie — [2, 501, 28, 504]
section-paragraph: Gravidita — [2, 366, 13, 369]
section-paragraph: Osobitné skupiny pacientov — [2, 991, 35, 994]
section-paragraph: sodná soľ kroskarmelózy — [2, 1086, 32, 1089]
section-paragraph: Sérový polčas je približne 1 až 1,5 hodiny. Cefuroxím sa vylučuje glomerulárnou filtráciou a tubulárnou sekréciou. Renálny klírens je v rozsahu 125 až 148 ml/min/1,73 m². — [2, 987, 204, 990]
section-paragraph: Prípravok Cefuroxim Sandoz sa neodporúča používať u detí mladších ako 3 mesiace, pretože bezpečnosť a účinnosť v tejto vekovej skupine nie je známa. — [2, 1276, 184, 1279]
document-section — [2, 408, 290, 446]
section-paragraph: * Všetky S. aureus rezistentné na meticilín sú rezistentné na cefuroxím. — [2, 927, 87, 930]
section-heading: Interakcie — [2, 338, 16, 342]
section-paragraph: Spôsob podávania — [2, 229, 24, 232]
document-section — [2, 1143, 290, 1154]
section-paragraph: Rozmery: Dĺžka 19,3 mm, šírka 8,2 mm. — [2, 38, 50, 41]
section-paragraph: Porucha funkcie pečene — [2, 1037, 30, 1040]
document-section — [2, 1197, 290, 1204]
section-paragraph: Gramnegatívne aeróby: — [2, 786, 30, 789]
section-paragraph: mikrokryštalická celulóza — [2, 1082, 32, 1085]
section-heading: Poruchy pečene a žlčových ciest — [2, 510, 47, 513]
section-paragraph: Sérové hladiny cefuroxímu sa môžu znížiť hemodialýzou a peritoneálnou dialýzou. — [2, 578, 100, 581]
section-paragraph: Haemophilus parainfluenzae — [2, 756, 36, 759]
document-section — [2, 535, 290, 549]
section-heading: Gravidita a laktácia — [2, 363, 29, 366]
section-paragraph: Ak máte problém s obličkami, porozprávajte sa so svojím lekárom. — [2, 1294, 81, 1297]
section-paragraph: Farmakoterapeutická skupina: antibakteriálne liečivá na systémové použitie, cefalosporíny druhej generácie — [2, 590, 131, 594]
section-paragraph: Grampozitívne aeróby: — [2, 856, 29, 859]
section-paragraph: Uchovávajte pri teplote neprevyšujúcej 30 °C. — [2, 1146, 57, 1149]
section-paragraph: Cefuroxim Sandoz je antibiotikum, ktoré sa používa u dospelých a detí. Pôsobí zabíjaním baktérií, ktoré spôsobujú infekcie. Patrí do skupiny liekov nazývaných cefalosporíny. — [2, 1339, 207, 1342]
section-heading: Ak zabudnete užiť prípravok Cefuroxim Sandoz — [2, 1311, 68, 1314]
section-paragraph: Serratia marcescens — [2, 896, 27, 899]
section-paragraph: Spirochéty: — [2, 765, 15, 768]
section-heading: Dátum prvej registrácie — [2, 1197, 36, 1200]
